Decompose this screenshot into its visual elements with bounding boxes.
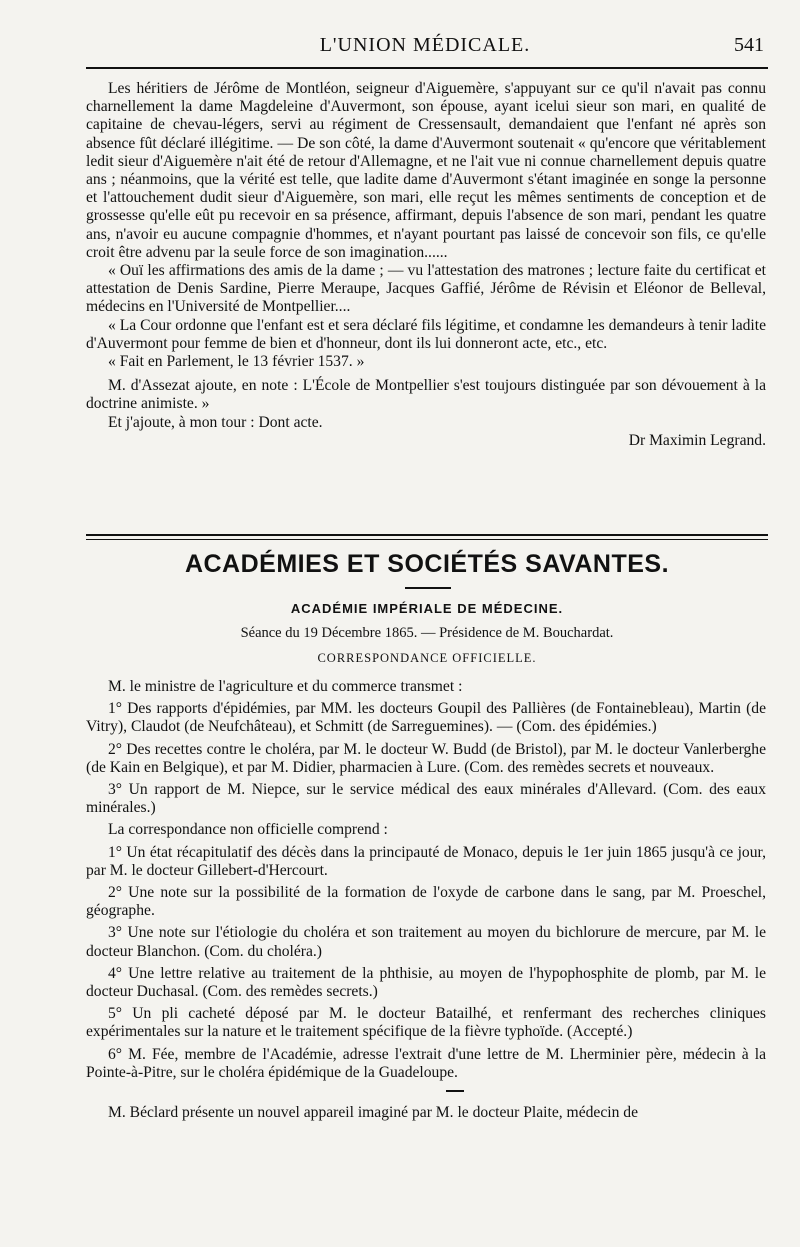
section-rule-bottom [86, 539, 768, 540]
section-paragraph: 3° Une note sur l'étiologie du choléra et son traitement au moyen du bichlorure de mercure, par M. le docteur Blanchon. (Com. du choléra.) [86, 924, 766, 960]
article-paragraph: Et j'ajoute, à mon tour : Dont acte. [108, 413, 323, 431]
section-body [86, 678, 766, 1122]
header-rule [86, 67, 768, 69]
section-paragraph: 1° Des rapports d'épidémies, par MM. les docteurs Goupil des Pallières (de Fontainebleau), Martin (de Vitry), Claudot (de Neufchâteau), et Schmitt (de Sarreguemines). — (Com. des épidémies.) [86, 700, 766, 736]
section-paragraph: 3° Un rapport de M. Niepce, sur le service médical des eaux minérales d'Allevard. (Com. des eaux minérales.) [86, 781, 766, 817]
section-paragraph: 2° Des recettes contre le choléra, par M. le docteur W. Budd (de Bristol), par M. le docteur Vanlerberghe (de Kain en Belgique), et par M. Didier, pharmacien à Lure. (Com. des remèdes secrets et nouveaux. [86, 740, 766, 776]
article-body [86, 80, 766, 450]
page-number: 541 [734, 34, 764, 56]
session-line: Séance du 19 Décembre 1865. — Présidence de M. Bouchardat. [240, 625, 614, 641]
article-paragraph: « Ouï les affirmations des amis de la dame ; — vu l'attestation des matrones ; lecture faite du certificat et attestation de Denis Sardine, Pierre Meraupe, Jacques Gaffié, Jérôme de Révisin et Eléonor de Belleval, médecins en l'Université de Montpellier.... [86, 262, 766, 316]
article-paragraph: Les héritiers de Jérôme de Montléon, seigneur d'Aiguemère, s'appuyant sur ce qu'il n'avait pas connu charnellement la dame Magdeleine d'Auvermont, son épouse, ayant icelui sieur son mari, en qualité de capitaine de chevau-légers, servi au régiment de Cressensault, demandaient que l'enfant né après son absence fût déclaré illégitime. — De son côté, la dame d'Auvermont soutenait « qu'encore que véritablement ledit sieur d'Aiguemère n'ait été de retour d'Allemagne, et ne l'ait vue ni connue charnellement depuis quatre ans ; néanmoins, que la vérité est telle, que ladite dame d'Auvermont s'étant imaginée en songe la personne et l'attouchement dudit sieur d'Aiguemère, son mari, elle reçut les mêmes sentiments de conception et de grossesse qu'elle eût pu recevoir en sa présence, affirmant, depuis l'absence de son mari, pendant les quatre ans, n'avoir eu aucune compagnie d'hommes, et n'ayant pourtant pas laissé de concevoir son fils, ce qu'elle croit être advenu par la seule force de son imagination...... [86, 80, 766, 261]
running-header [86, 30, 764, 64]
paragraph-divider [86, 1082, 766, 1096]
section-paragraph: M. Béclard présente un nouvel appareil imaginé par M. le docteur Plaite, médecin de [108, 1104, 638, 1122]
section-paragraph: 6° M. Fée, membre de l'Académie, adresse l'extrait d'une lettre de M. Lherminier père, médecin à la Pointe-à-Pitre, sur le choléra épidémique de la Guadeloupe. [86, 1045, 766, 1081]
section-paragraph: La correspondance non officielle comprend : [108, 821, 388, 839]
section-paragraph: 1° Un état récapitulatif des décès dans la principauté de Monaco, depuis le 1er juin 1865 jusqu'à ce jour, par M. le docteur Gillebert-d'Hercourt. [86, 843, 766, 879]
article-paragraph: M. d'Assezat ajoute, en note : L'École de Montpellier s'est toujours distinguée par son dévouement à la doctrine animiste. » [86, 377, 766, 413]
heading-dash [405, 587, 451, 589]
divider-dash [446, 1090, 464, 1092]
section-paragraph: 2° Une note sur la possibilité de la formation de l'oxyde de carbone dans le sang, par M. Proeschel, géographe. [86, 884, 766, 920]
section-rule-top [86, 534, 768, 536]
article-signature: Dr Maximin Legrand. [628, 431, 766, 449]
academy-title: ACADÉMIE IMPÉRIALE DE MÉDECINE. [290, 601, 564, 616]
section-heading: ACADÉMIES ET SOCIÉTÉS SAVANTES. [184, 550, 670, 578]
section-paragraph: 4° Une lettre relative au traitement de la phthisie, au moyen de l'hypophosphite de plomb, par M. le docteur Duchasal. (Com. des remèdes secrets.) [86, 964, 766, 1001]
journal-title: L'UNION MÉDICALE. [319, 34, 531, 56]
correspondence-title: CORRESPONDANCE OFFICIELLE. [317, 651, 537, 665]
article-paragraph: « Fait en Parlement, le 13 février 1537. » [108, 353, 365, 371]
article-paragraph: « La Cour ordonne que l'enfant est et sera déclaré fils légitime, et condamne les demandeurs à tenir ladite d'Auvermont pour femme de bien et d'honneur, dont ils lui donneront acte, etc., etc. [86, 316, 766, 352]
section-paragraph: 5° Un pli cacheté déposé par M. le docteur Batailhé, et renfermant des recherches cliniques expérimentales sur la nature et le traitement spécifique de la fièvre typhoïde. (Accepté.) [86, 1005, 766, 1041]
section-paragraph: M. le ministre de l'agriculture et du commerce transmet : [108, 678, 463, 695]
